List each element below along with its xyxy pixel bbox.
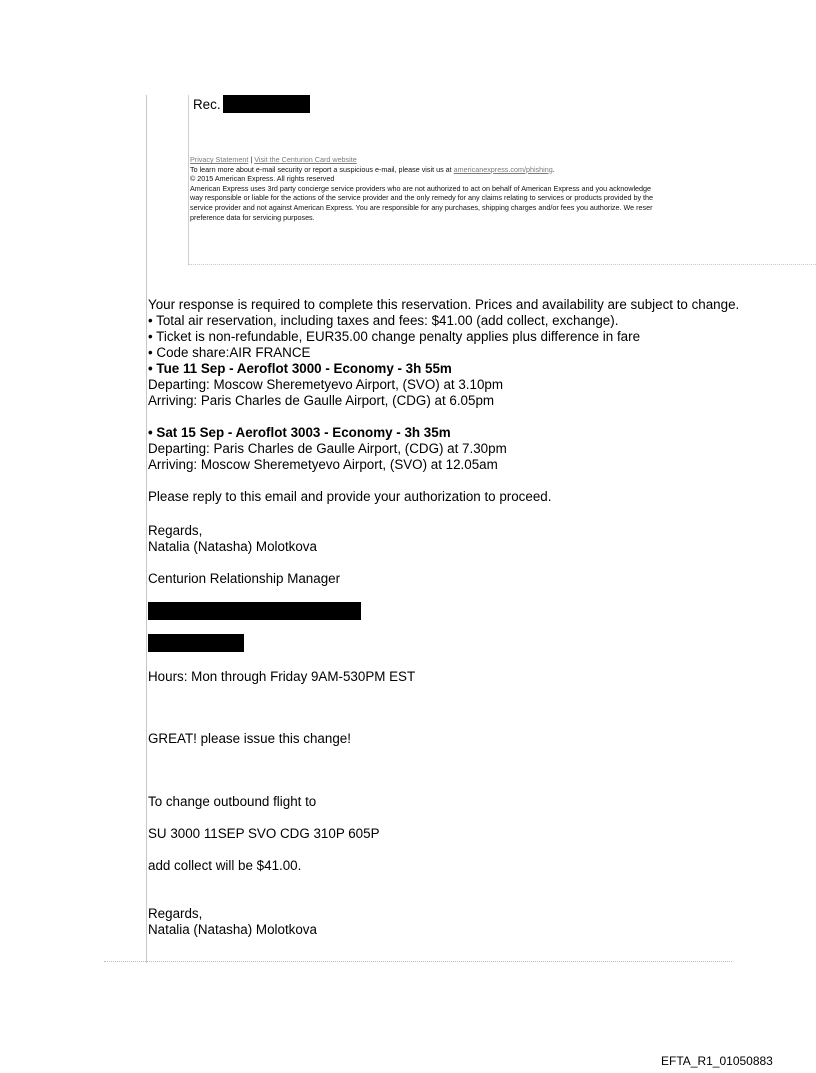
redaction-box <box>223 95 310 113</box>
signature-regards: Regards, <box>148 523 203 538</box>
flight2-arriving: Arriving: Moscow Sheremetyevo Airport, (SVO) at 12.05am <box>148 457 498 472</box>
inner-quote-border-bottom <box>188 264 816 266</box>
flight1-heading: • Tue 11 Sep - Aeroflot 3000 - Economy - 3h 55m <box>148 361 452 376</box>
disclaimer-line: way responsible or liable for the actions of the service provider and the only remedy for any claims relating to services or products provided by the <box>190 193 654 203</box>
signature-title: Centurion Relationship Manager <box>148 571 341 586</box>
signature-name: Natalia (Natasha) Molotkova <box>148 922 317 937</box>
signature-regards: Regards, <box>148 906 203 921</box>
disclaimer-line: American Express uses 3rd party concierge service providers who are not authorized to act on behalf of American Express and you acknowledge <box>190 183 652 193</box>
flight1-arriving: Arriving: Paris Charles de Gaulle Airport, (CDG) at 6.05pm <box>148 393 495 408</box>
office-hours: Hours: Mon through Friday 9AM-530PM EST <box>148 669 416 684</box>
redaction-box <box>148 602 361 620</box>
disclaimer-line: service provider and not against American Express. You are responsible for any purchases, shipping charges and/or fees you authorize. We reser <box>190 202 653 212</box>
reply-request: Please reply to this email and provide your authorization to proceed. <box>148 489 552 504</box>
phishing-link[interactable]: americanexpress.com/phishing <box>453 164 553 174</box>
disclaimer-line: preference data for servicing purposes. <box>190 212 315 222</box>
quote-border-left <box>146 95 147 963</box>
reply-message: GREAT! please issue this change! <box>148 731 351 746</box>
flight2-heading: • Sat 15 Sep - Aeroflot 3003 - Economy - 3h 35m <box>148 425 451 440</box>
bullet-item: • Total air reservation, including taxes and fees: $41.00 (add collect, exchange). <box>148 313 619 328</box>
quote-border-bottom <box>104 961 732 963</box>
document-id: EFTA_R1_01050883 <box>661 1054 773 1068</box>
redaction-box <box>148 634 244 652</box>
inner-quote-border-left <box>188 95 189 265</box>
privacy-statement-link[interactable]: Privacy Statement <box>190 155 249 164</box>
flight2-departing: Departing: Paris Charles de Gaulle Airport, (CDG) at 7.30pm <box>148 441 507 456</box>
footer-separator: | <box>248 155 255 164</box>
signature-name: Natalia (Natasha) Molotkova <box>148 539 317 554</box>
copyright-text: © 2015 American Express. All rights reserved <box>190 174 335 184</box>
reservation-intro: Your response is required to complete this reservation. Prices and availability are subject to change. <box>148 297 740 312</box>
security-text-end: . <box>552 164 555 174</box>
amex-footer <box>190 155 816 222</box>
change-intro: To change outbound flight to <box>148 794 317 809</box>
bullet-item: • Ticket is non-refundable, EUR35.00 change penalty applies plus difference in fare <box>148 329 641 344</box>
flight1-departing: Departing: Moscow Sheremetyevo Airport, (SVO) at 3.10pm <box>148 377 504 392</box>
rec-label: Rec. <box>193 97 221 112</box>
security-text: To learn more about e-mail security or report a suspicious e-mail, please visit us at <box>190 164 454 174</box>
bullet-item: • Code share:AIR FRANCE <box>148 345 311 360</box>
change-itinerary: SU 3000 11SEP SVO CDG 310P 605P <box>148 826 380 841</box>
add-collect: add collect will be $41.00. <box>148 858 302 873</box>
centurion-website-link[interactable]: Visit the Centurion Card website <box>254 155 357 164</box>
